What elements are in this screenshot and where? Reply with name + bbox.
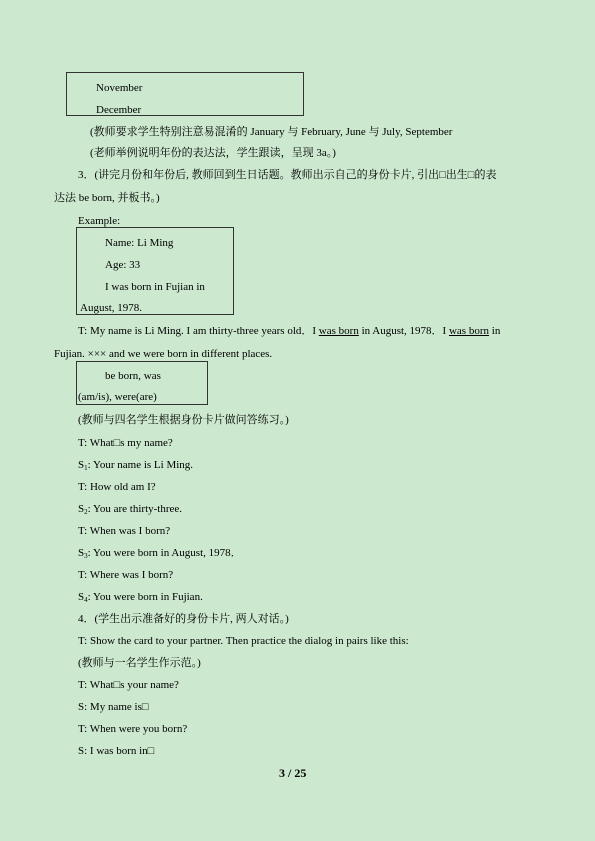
dialog1-line7: T: Where was I born?: [78, 569, 174, 581]
note-years: (老师举例说明年份的表达法，学生跟读，呈现 3a。): [90, 147, 336, 159]
step-4: 4．(学生出示准备好的身份卡片, 两人对话。): [78, 613, 289, 625]
month-november: November: [96, 82, 143, 94]
teacher-statement-part-a: T: My name is Li Ming. I am thirty-three years old．I: [78, 325, 319, 337]
id-card-age: Age: 33: [105, 259, 141, 271]
note-qa: (教师与四名学生根据身份卡片做问答练习。): [78, 414, 289, 426]
teacher-statement-part-b: in August, 1978．I: [358, 325, 449, 337]
was-born-underlined-1: was born: [318, 325, 359, 337]
id-card-born-line2: August, 1978.: [80, 302, 143, 314]
dialog2-line4: S: I was born in□: [78, 745, 155, 757]
id-card-born-line1: I was born in Fujian in: [105, 281, 205, 293]
dialog1-line8: $S_4$: You were born in Fujian.: [78, 591, 203, 604]
teacher-statement-part-c: in: [489, 325, 501, 337]
dialog1-line6: $S_3$: You were born in August, 1978．: [78, 547, 242, 560]
dialog1-line5: T: When was I born?: [78, 525, 171, 537]
month-december: December: [96, 104, 142, 116]
was-born-underlined-2: was born: [448, 325, 490, 337]
dialog1-line2: $S_1$: Your name is Li Ming.: [78, 459, 194, 472]
grammar-line2: (am/is), were(are): [78, 391, 157, 403]
note-demo: (教师与一名学生作示范。): [78, 657, 201, 669]
dialog1-line3: T: How old am I?: [78, 481, 156, 493]
example-label: Example:: [78, 215, 121, 227]
teacher-statement-line2: Fujian. ××× and we were born in different places.: [54, 348, 273, 360]
step-3-line1: 3．(讲完月份和年份后, 教师回到生日话题。教师出示自己的身份卡片, 引出□出生□的表: [78, 169, 497, 181]
grammar-line1: be born, was: [105, 370, 161, 382]
id-card-name: Name: Li Ming: [105, 237, 174, 249]
step-3-line2: 达法 be born, 并板书。): [54, 192, 160, 204]
dialog2-line1: T: What□s your name?: [78, 679, 179, 691]
note-months: (教师要求学生特别注意易混淆的 January 与 February, June 与 July, September: [90, 126, 453, 138]
dialog2-line2: S: My name is□: [78, 701, 149, 713]
dialog1-line4: $S_2$: You are thirty-three.: [78, 503, 183, 516]
dialog1-line1: T: What□s my name?: [78, 437, 173, 449]
page-number: 3 / 25: [279, 766, 307, 780]
teacher-statement-line1: [78, 324, 500, 338]
teacher-show-card: T: Show the card to your partner. Then practice the dialog in pairs like this:: [78, 635, 409, 647]
dialog2-line3: T: When were you born?: [78, 723, 188, 735]
